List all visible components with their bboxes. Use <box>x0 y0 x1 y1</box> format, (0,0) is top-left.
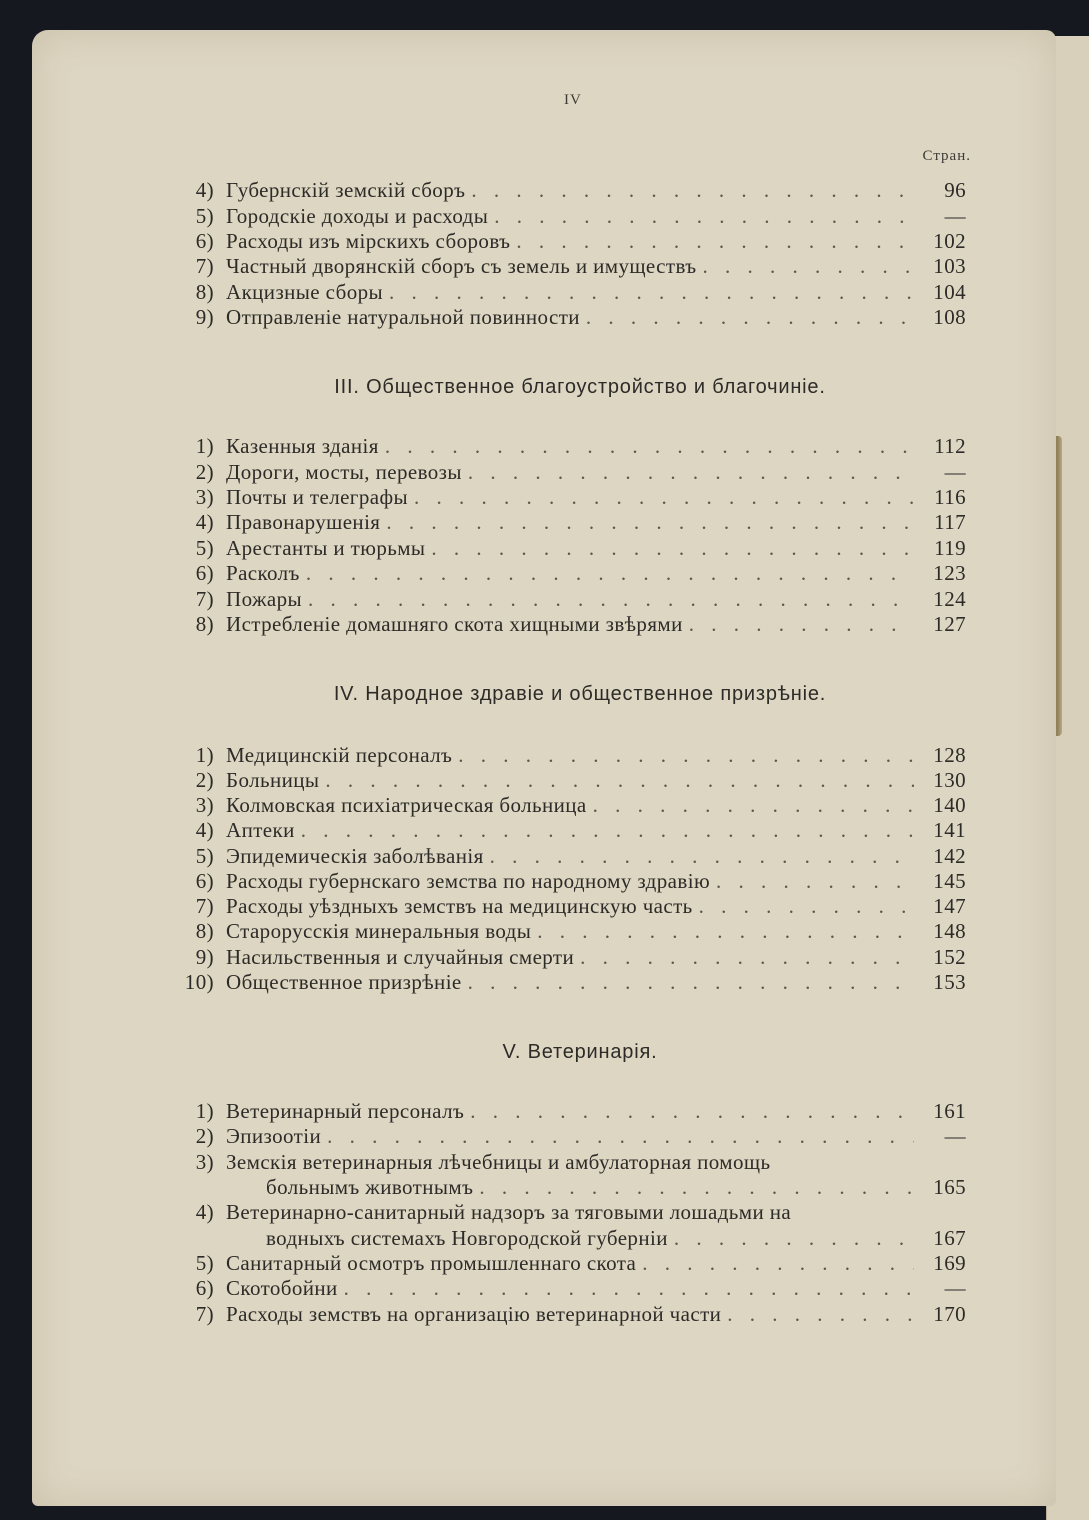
entry-page: 123 <box>933 561 966 585</box>
leader-dots <box>593 793 914 818</box>
leader-dots <box>327 1124 914 1149</box>
entry-page: 117 <box>934 510 966 534</box>
entry-title: Акцизные сборы <box>226 280 384 304</box>
page-folio: IV <box>564 92 582 108</box>
entry-number: 5) <box>195 844 214 868</box>
entry-number: 1) <box>195 743 214 767</box>
leader-dots <box>385 434 914 459</box>
toc-entry-continuation[interactable] <box>266 1175 966 1201</box>
entry-number: 3) <box>195 485 214 509</box>
toc-entry[interactable] <box>170 204 966 230</box>
leader-dots <box>516 229 914 254</box>
toc-entry[interactable] <box>170 1124 966 1150</box>
leader-dots <box>301 818 914 843</box>
toc-entry[interactable] <box>170 1200 966 1226</box>
toc-entry[interactable] <box>170 768 966 794</box>
entry-number: 3) <box>195 793 214 817</box>
entry-title: Городскіе доходы и расходы <box>226 204 489 228</box>
entry-title: Частный дворянскій сборъ съ земель и имуществъ <box>226 254 697 278</box>
entry-page: 169 <box>933 1251 966 1275</box>
entry-page: 167 <box>933 1226 966 1250</box>
entry-title: Эпизоотіи <box>226 1124 322 1148</box>
toc-entry[interactable] <box>170 869 966 895</box>
entry-number: 6) <box>195 1276 214 1300</box>
entry-number: 2) <box>195 1124 214 1148</box>
leader-dots <box>586 305 914 330</box>
leader-dots <box>344 1276 914 1301</box>
entry-number: 4) <box>195 1200 214 1224</box>
toc-entry[interactable] <box>170 587 966 613</box>
entry-page: 102 <box>933 229 966 253</box>
entry-page: 170 <box>933 1302 966 1326</box>
entry-title: больнымъ животнымъ <box>266 1175 474 1199</box>
leader-dots <box>306 561 914 586</box>
entry-number: 5) <box>195 536 214 560</box>
entry-title: Пожары <box>226 587 302 611</box>
toc-entry[interactable] <box>170 818 966 844</box>
entry-number: 6) <box>195 229 214 253</box>
entry-title: Больницы <box>226 768 320 792</box>
toc-entry[interactable] <box>170 561 966 587</box>
leader-dots <box>494 204 914 229</box>
entry-title: Эпидемическія заболѣванія <box>226 844 484 868</box>
entry-page: 104 <box>933 280 966 304</box>
entry-page: 153 <box>933 970 966 994</box>
entry-number: 1) <box>195 1099 214 1123</box>
entry-page: — <box>944 1124 966 1148</box>
toc-entry[interactable] <box>170 612 966 638</box>
toc-entry[interactable] <box>170 793 966 819</box>
entry-number: 6) <box>195 561 214 585</box>
leader-dots <box>479 1175 914 1200</box>
entry-number: 2) <box>195 460 214 484</box>
page-column-header: Стран. <box>922 148 971 164</box>
entry-number: 7) <box>195 1302 214 1326</box>
entry-page: — <box>944 460 966 484</box>
entry-page: 112 <box>934 434 966 458</box>
entry-title: Ветеринарный персоналъ <box>226 1099 465 1123</box>
leader-dots <box>471 178 914 203</box>
entry-page: 128 <box>933 743 966 767</box>
entry-title: Расходы изъ мірскихъ сборовъ <box>226 229 511 253</box>
entry-title: Аптеки <box>226 818 295 842</box>
toc-entry[interactable] <box>170 434 966 460</box>
toc-entry[interactable] <box>170 1099 966 1125</box>
entry-page: 96 <box>944 178 966 202</box>
entry-number: 2) <box>195 768 214 792</box>
entry-title: Арестанты и тюрьмы <box>226 536 426 560</box>
entry-number: 1) <box>195 434 214 458</box>
entry-number: 8) <box>195 280 214 304</box>
entry-page: 108 <box>933 305 966 329</box>
toc-entry[interactable] <box>170 1251 966 1277</box>
entry-title: Земскія ветеринарныя лѣчебницы и амбулаторная помощь <box>226 1150 771 1174</box>
entry-title: водныхъ системахъ Новгородской губерніи <box>266 1226 668 1250</box>
leader-dots <box>386 510 914 535</box>
toc-entry[interactable] <box>170 1302 966 1328</box>
entry-page: — <box>944 204 966 228</box>
leader-dots <box>468 460 914 485</box>
toc-entry[interactable] <box>170 305 966 331</box>
leader-dots <box>308 587 914 612</box>
entry-title: Дороги, мосты, перевозы <box>226 460 462 484</box>
entry-number: 3) <box>195 1150 214 1174</box>
leader-dots <box>468 970 914 995</box>
entry-title: Расходы уѣздныхъ земствъ на медицинскую часть <box>226 894 693 918</box>
entry-title: Старорусскія минеральныя воды <box>226 919 532 943</box>
leader-dots <box>470 1099 914 1124</box>
entry-page: 140 <box>933 793 966 817</box>
leader-dots <box>716 869 914 894</box>
entry-title: Казенныя зданія <box>226 434 379 458</box>
entry-title: Почты и телеграфы <box>226 485 408 509</box>
section-heading-III: III. Общественное благоустройство и благочиніе. <box>334 376 826 398</box>
leader-dots <box>490 844 914 869</box>
entry-page: 161 <box>933 1099 966 1123</box>
entry-title: Медицинскій персоналъ <box>226 743 453 767</box>
entry-title: Насильственныя и случайныя смерти <box>226 945 575 969</box>
entry-title: Общественное призрѣніе <box>226 970 462 994</box>
entry-number: 7) <box>195 587 214 611</box>
toc-entry[interactable] <box>170 485 966 511</box>
toc-entry[interactable] <box>170 536 966 562</box>
leader-dots <box>674 1226 914 1251</box>
entry-number: 4) <box>195 178 214 202</box>
toc-entry[interactable] <box>170 280 966 306</box>
toc-entry[interactable] <box>170 460 966 486</box>
toc-entry[interactable] <box>170 229 966 255</box>
entry-number: 6) <box>195 869 214 893</box>
toc-entry[interactable] <box>170 945 966 971</box>
entry-page: 127 <box>933 612 966 636</box>
entry-page: 147 <box>933 894 966 918</box>
leader-dots <box>389 280 914 305</box>
toc-entry[interactable] <box>170 919 966 945</box>
entry-page: 148 <box>933 919 966 943</box>
entry-title: Губернскій земскій сборъ <box>226 178 466 202</box>
entry-page: 165 <box>933 1175 966 1199</box>
leader-dots <box>689 612 914 637</box>
toc-entry[interactable] <box>170 894 966 920</box>
entry-number: 10) <box>184 970 214 994</box>
entry-title: Колмовская психіатрическая больница <box>226 793 587 817</box>
toc-entry[interactable] <box>170 970 966 996</box>
leader-dots <box>325 768 914 793</box>
entry-title: Истребленіе домашняго скота хищными звѣрями <box>226 612 683 636</box>
entry-page: 141 <box>933 818 966 842</box>
entry-page: 145 <box>933 869 966 893</box>
toc-entry-continuation[interactable] <box>266 1226 966 1252</box>
toc-entry[interactable] <box>170 1276 966 1302</box>
leader-dots <box>414 485 914 510</box>
entry-page: 116 <box>934 485 966 509</box>
entry-number: 8) <box>195 919 214 943</box>
entry-page: 119 <box>934 536 966 560</box>
leader-dots <box>537 919 914 944</box>
entry-page: 142 <box>933 844 966 868</box>
entry-number: 4) <box>195 818 214 842</box>
toc-entry[interactable] <box>170 178 966 204</box>
entry-page: 152 <box>933 945 966 969</box>
toc-entry[interactable] <box>170 844 966 870</box>
entry-title: Расходы губернскаго земства по народному здравію <box>226 869 711 893</box>
toc-entry[interactable] <box>170 1150 966 1176</box>
section-heading-V: V. Ветеринарія. <box>502 1041 658 1063</box>
entry-title: Расколъ <box>226 561 300 585</box>
leader-dots <box>642 1251 914 1276</box>
leader-dots <box>703 254 914 279</box>
entry-page: — <box>944 1276 966 1300</box>
section-heading-IV: IV. Народное здравіе и общественное призрѣніе. <box>333 683 827 705</box>
leader-dots <box>699 894 914 919</box>
entry-title: Скотобойни <box>226 1276 338 1300</box>
entry-number: 9) <box>195 305 214 329</box>
entry-title: Отправленіе натуральной повинности <box>226 305 580 329</box>
entry-page: 103 <box>933 254 966 278</box>
entry-number: 5) <box>195 1251 214 1275</box>
leader-dots <box>580 945 914 970</box>
entry-number: 9) <box>195 945 214 969</box>
entry-title: Расходы земствъ на организацію ветеринарной части <box>226 1302 722 1326</box>
entry-page: 124 <box>933 587 966 611</box>
entry-page: 130 <box>933 768 966 792</box>
toc-entry[interactable] <box>170 254 966 280</box>
toc-entry[interactable] <box>170 743 966 769</box>
entry-number: 7) <box>195 894 214 918</box>
toc-entry[interactable] <box>170 510 966 536</box>
leader-dots <box>727 1302 914 1327</box>
entry-title: Правонарушенія <box>226 510 381 534</box>
entry-number: 5) <box>195 204 214 228</box>
leader-dots <box>458 743 914 768</box>
entry-number: 8) <box>195 612 214 636</box>
entry-title: Ветеринарно-санитарный надзоръ за тяговыми лошадьми на <box>226 1200 792 1224</box>
entry-number: 7) <box>195 254 214 278</box>
entry-number: 4) <box>195 510 214 534</box>
leader-dots <box>431 536 914 561</box>
entry-title: Санитарный осмотръ промышленнаго скота <box>226 1251 637 1275</box>
